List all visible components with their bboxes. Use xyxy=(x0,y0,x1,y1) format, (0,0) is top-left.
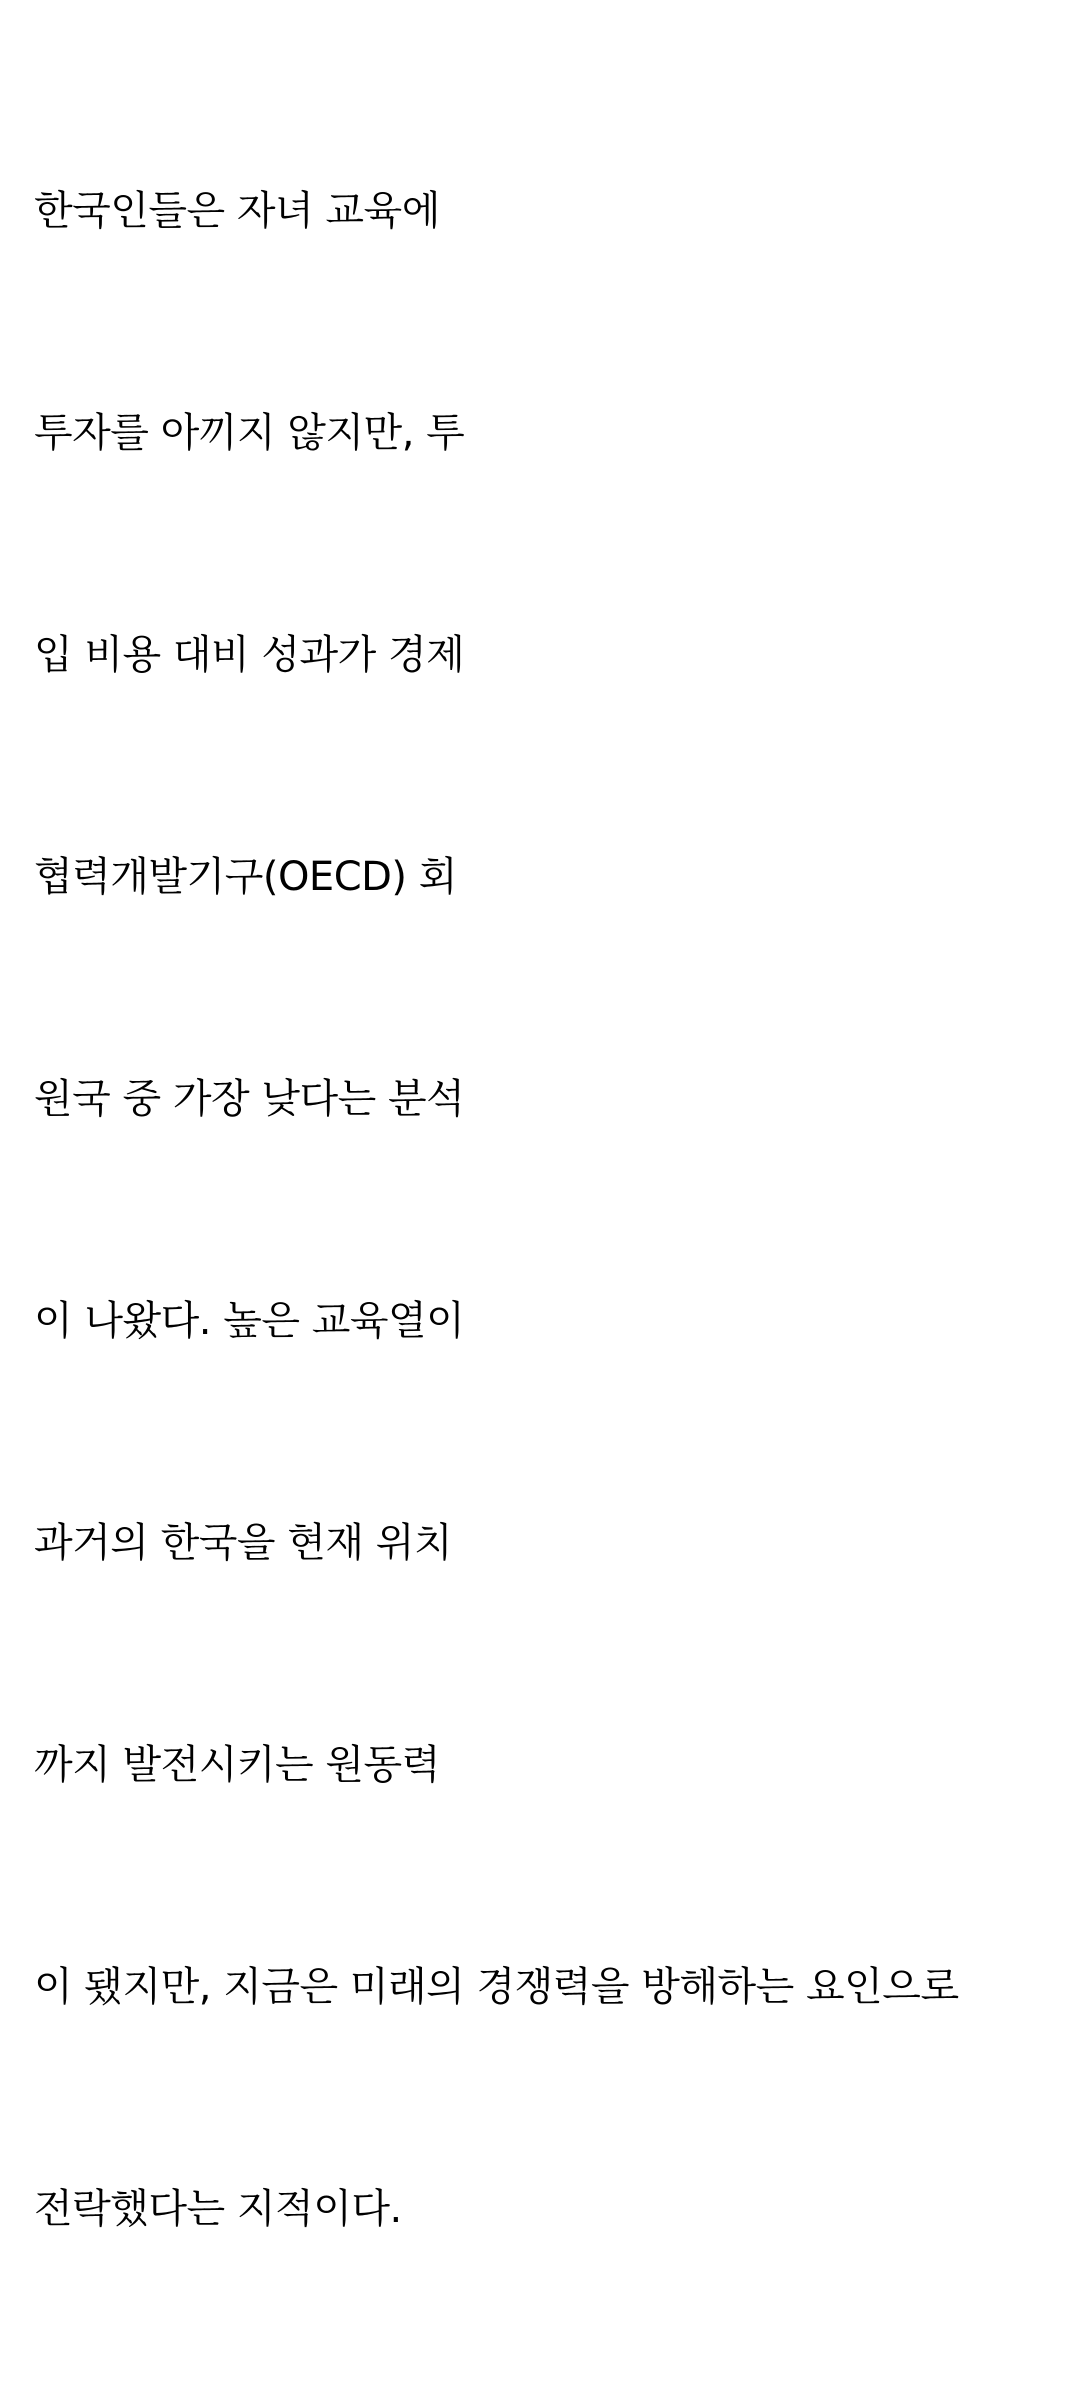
body-line: 투자를 아끼지 않지만, 투 xyxy=(34,410,465,456)
body-line: 과거의 한국을 현재 위치 xyxy=(34,1520,453,1566)
body-line: 이 나왔다. 높은 교육열이 xyxy=(34,1298,465,1344)
body-line: 협력개발기구(OECD) 회 xyxy=(34,854,457,900)
body-line: 원국 중 가장 낮다는 분석 xyxy=(34,1076,465,1122)
body-line: 전락했다는 지적이다. xyxy=(34,2186,402,2232)
article-body-text xyxy=(34,26,1050,2394)
body-line: 까지 발전시키는 원동력 xyxy=(34,1742,440,1788)
body-line: 한국인들은 자녀 교육에 xyxy=(34,188,440,234)
body-line: 입 비용 대비 성과가 경제 xyxy=(34,632,465,678)
body-line: 이 됐지만, 지금은 미래의 경쟁력을 방해하는 요인으로 xyxy=(34,1964,959,2010)
